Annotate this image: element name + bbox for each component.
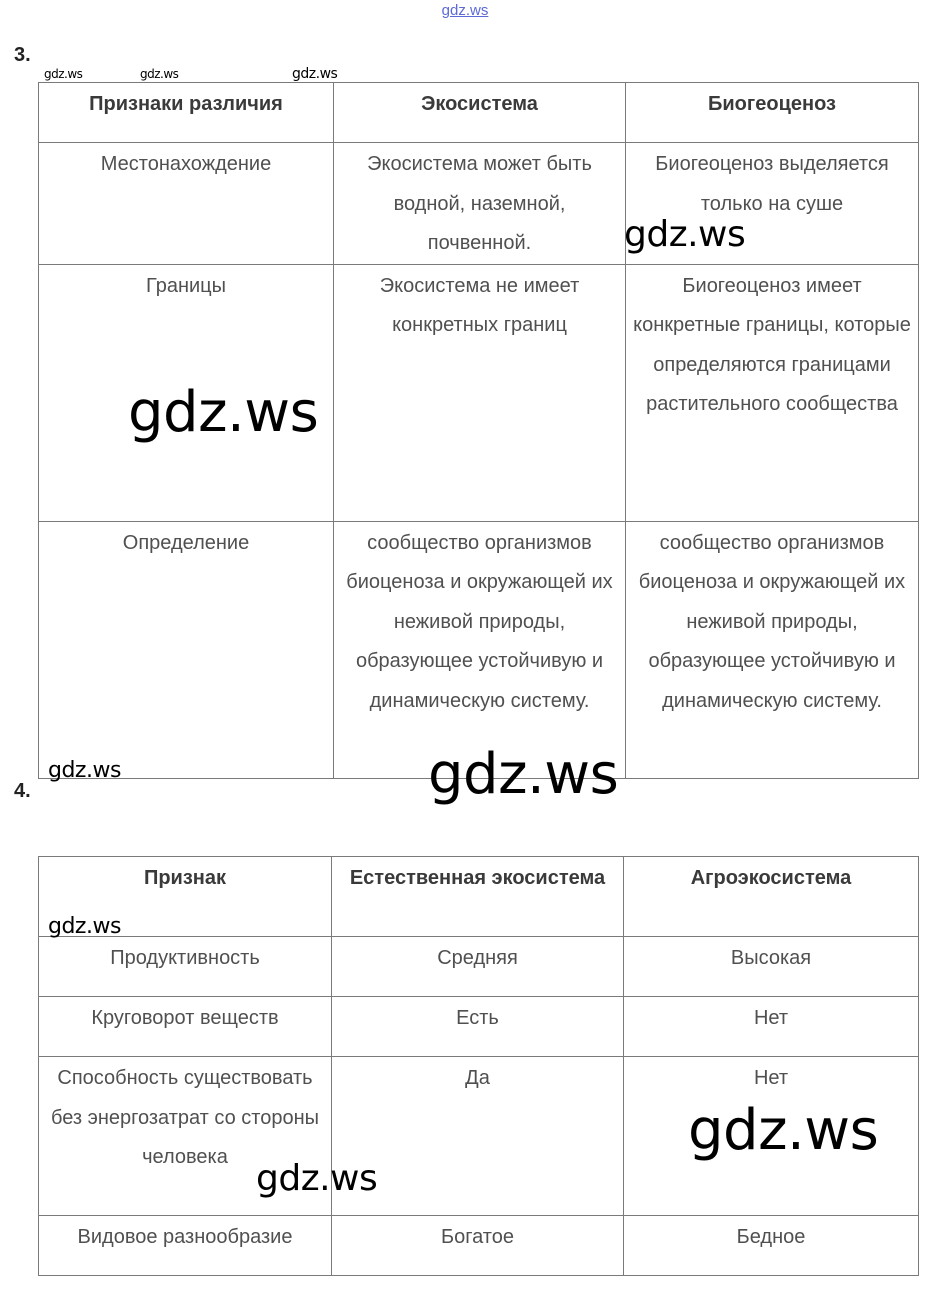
watermark-small: gdz.ws: [44, 67, 83, 81]
table-row: [39, 997, 919, 1057]
table-cell: Нет: [624, 997, 919, 1057]
column-header: Естественная экосистема: [332, 857, 624, 937]
table-cell: Границы: [39, 264, 334, 521]
column-header: Признак: [39, 857, 332, 937]
watermark: gdz.ws: [48, 914, 121, 939]
table-row: [39, 143, 919, 265]
table-cell: Нет: [624, 1057, 919, 1216]
watermark-small: gdz.ws: [292, 66, 338, 82]
ecosystem-comparison-table: [38, 82, 919, 779]
site-link[interactable]: gdz.ws: [441, 2, 489, 19]
watermark: gdz.ws: [688, 1098, 879, 1163]
table-row: [39, 1216, 919, 1276]
table-cell: Местонахождение: [39, 143, 334, 265]
table-header-row: [39, 83, 919, 143]
table-row: [39, 264, 919, 521]
table-cell: Способность существовать без энергозатрат со стороны человека: [39, 1057, 332, 1216]
table-cell: Экосистема может быть водной, наземной, почвенной.: [334, 143, 626, 265]
table-cell: Биогеоценоз имеет конкретные границы, которые определяются границами растительного сообщества: [626, 264, 919, 521]
column-header: Признаки различия: [39, 83, 334, 143]
question-4-number: 4.: [14, 780, 31, 802]
watermark: gdz.ws: [256, 1158, 378, 1199]
watermark: gdz.ws: [624, 214, 746, 255]
question-3-number: 3.: [14, 44, 31, 66]
column-header: Экосистема: [334, 83, 626, 143]
table-cell: сообщество организмов биоценоза и окружающей их неживой природы, образующее устойчивую и динамическую систему.: [334, 521, 626, 778]
watermark: gdz.ws: [428, 742, 619, 807]
table-header-row: [39, 857, 919, 937]
table-cell: Продуктивность: [39, 937, 332, 997]
table-cell: Средняя: [332, 937, 624, 997]
watermark-small: gdz.ws: [140, 67, 179, 81]
agroecosystem-comparison-table: [38, 856, 919, 1276]
table-cell: Бедное: [624, 1216, 919, 1276]
table-cell: сообщество организмов биоценоза и окружающей их неживой природы, образующее устойчивую и динамическую систему.: [626, 521, 919, 778]
table-cell: Есть: [332, 997, 624, 1057]
table-cell: Экосистема не имеет конкретных границ: [334, 264, 626, 521]
table-row: [39, 521, 919, 778]
table-cell: Богатое: [332, 1216, 624, 1276]
watermark: gdz.ws: [128, 380, 319, 445]
table-cell: Высокая: [624, 937, 919, 997]
table-row: [39, 1057, 919, 1216]
watermark: gdz.ws: [48, 758, 121, 783]
table-row: [39, 937, 919, 997]
table-cell: Определение: [39, 521, 334, 778]
table-cell: Биогеоценоз выделяется только на суше: [626, 143, 919, 265]
table-cell: Да: [332, 1057, 624, 1216]
column-header: Агроэкосистема: [624, 857, 919, 937]
column-header: Биогеоценоз: [626, 83, 919, 143]
table-cell: Круговорот веществ: [39, 997, 332, 1057]
table-cell: Видовое разнообразие: [39, 1216, 332, 1276]
